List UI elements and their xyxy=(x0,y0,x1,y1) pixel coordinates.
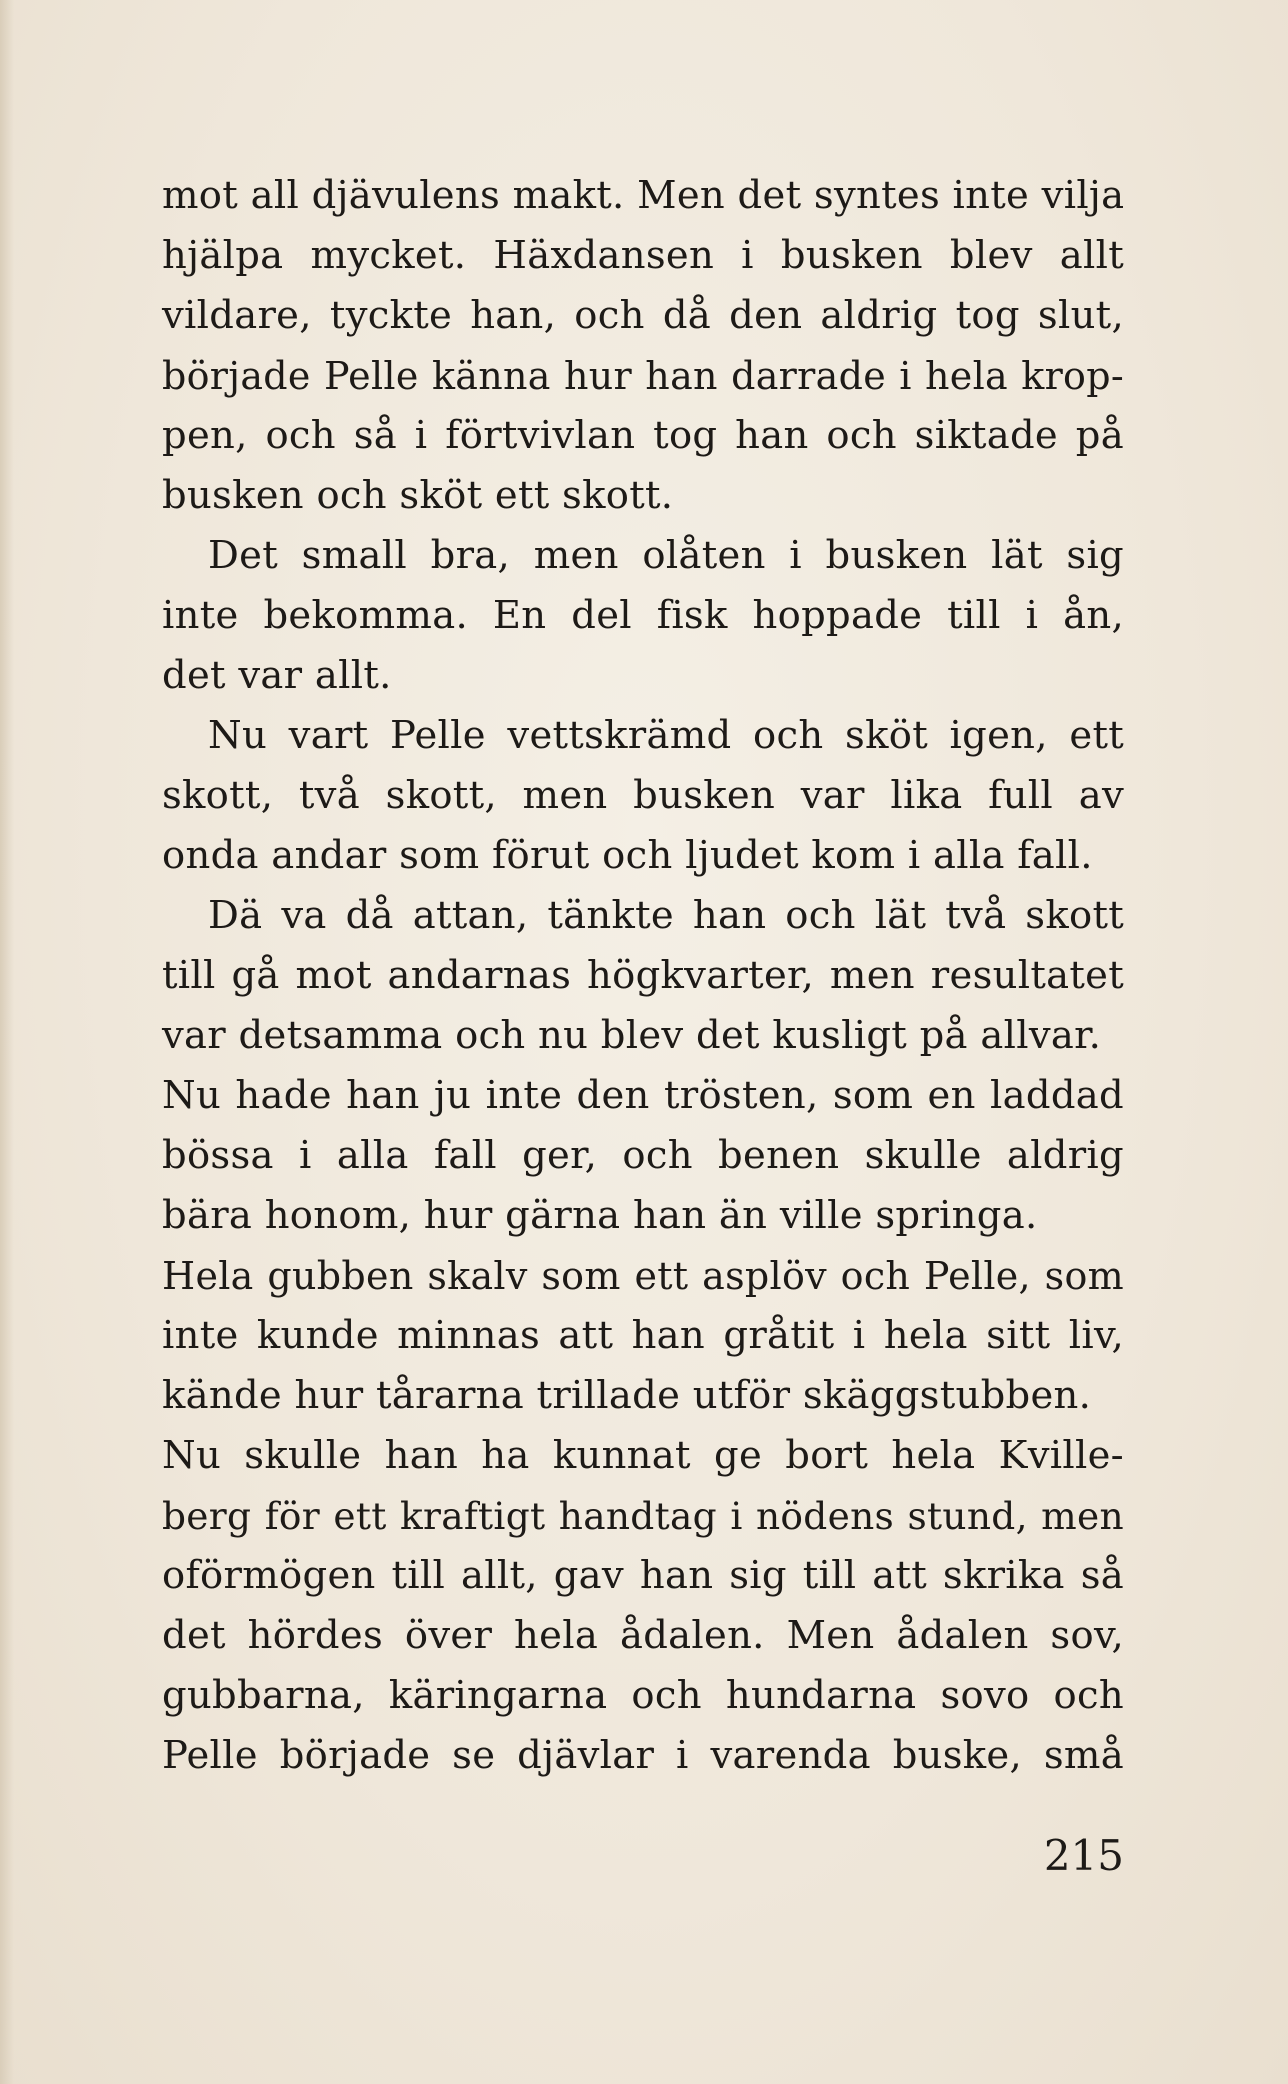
text-line: inte bekomma. En del fisk hoppade till i ån, xyxy=(162,593,1124,638)
text-line: började Pelle känna hur han darrade i hela krop- xyxy=(162,354,1124,398)
text-line: kände hur tårarna trillade utför skäggstubben. xyxy=(162,1373,1092,1418)
text-line: onda andar som förut och ljudet kom i alla fall. xyxy=(162,833,1093,878)
text-line: var detsamma och nu blev det kusligt på allvar. xyxy=(162,1013,1102,1058)
text-line: Dä va då attan, tänkte han och lät två skott xyxy=(208,893,1124,938)
text-line: mot all djävulens makt. Men det syntes inte vilja xyxy=(162,173,1125,218)
text-line: pen, och så i förtvivlan tog han och siktade på xyxy=(162,413,1124,458)
body-text xyxy=(162,166,1124,1786)
text-line: Nu hade han ju inte den trösten, som en laddad xyxy=(162,1073,1124,1118)
text-line: bössa i alla fall ger, och benen skulle aldrig xyxy=(162,1133,1124,1178)
text-line: inte kunde minnas att han gråtit i hela sitt liv, xyxy=(162,1313,1124,1358)
text-line: hjälpa mycket. Häxdansen i busken blev allt xyxy=(162,233,1124,278)
text-line: Pelle började se djävlar i varenda buske, små xyxy=(162,1733,1124,1778)
text-line: oförmögen till allt, gav han sig till att skrika så xyxy=(162,1553,1124,1598)
text-line: bära honom, hur gärna han än ville springa. xyxy=(162,1193,1038,1238)
text-line: Nu skulle han ha kunnat ge bort hela Kville- xyxy=(162,1433,1124,1478)
text-line: Det small bra, men olåten i busken lät sig xyxy=(208,533,1124,578)
text-line: det hördes över hela ådalen. Men ådalen sov, xyxy=(162,1613,1124,1658)
text-line: berg för ett kraftigt handtag i nödens stund, men xyxy=(162,1494,1124,1538)
text-line: Nu vart Pelle vettskrämd och sköt igen, ett xyxy=(208,713,1124,758)
text-line: busken och sköt ett skott. xyxy=(162,473,674,518)
text-line: gubbarna, käringarna och hundarna sovo och xyxy=(162,1673,1124,1718)
text-line: vildare, tyckte han, och då den aldrig tog slut, xyxy=(162,293,1124,338)
page-number: 215 xyxy=(1043,1831,1124,1880)
text-line: Hela gubben skalv som ett asplöv och Pelle, som xyxy=(162,1254,1124,1298)
page-gutter-shadow xyxy=(0,0,14,2084)
text-line: det var allt. xyxy=(162,653,392,698)
text-line: skott, två skott, men busken var lika full av xyxy=(162,773,1124,818)
text-line: till gå mot andarnas högkvarter, men resultatet xyxy=(162,953,1124,998)
